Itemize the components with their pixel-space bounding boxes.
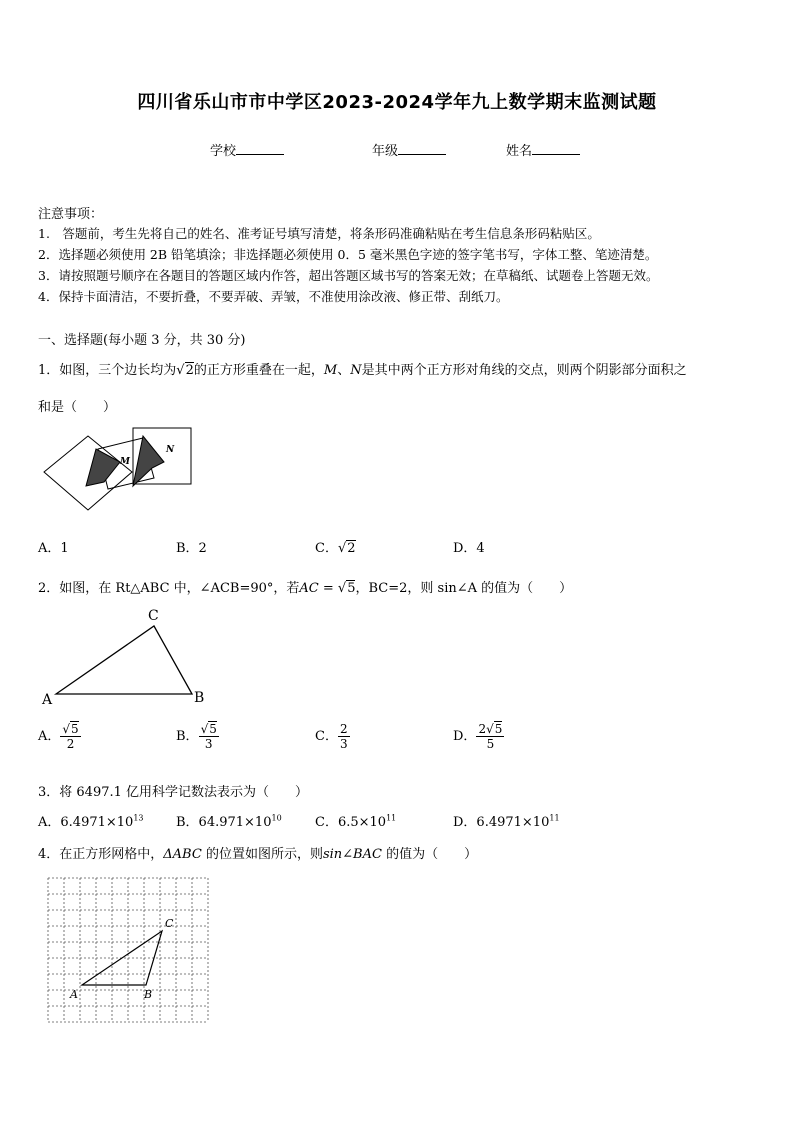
- sqrt-symbol: √: [200, 722, 209, 736]
- q4-triangle: ΔABC: [163, 847, 202, 862]
- q2-d-num: 5: [494, 722, 503, 736]
- label-a: A: [70, 988, 78, 1001]
- q1-c-label: C．: [315, 541, 338, 556]
- school-field: [210, 140, 284, 159]
- q2-d-coef: 2: [478, 722, 487, 736]
- q3-a-exp: 13: [133, 813, 144, 823]
- q2-c-label: C．: [315, 729, 338, 744]
- note-item: 4．保持卡面清洁，不要折叠，不要弄破、弄皱，不准使用涂改液、修正带、刮纸刀。: [38, 289, 509, 304]
- shaded-region-1: [86, 449, 120, 486]
- sqrt-symbol: √: [486, 722, 494, 736]
- question-1: [38, 359, 687, 378]
- q2-d-den: 5: [486, 737, 495, 751]
- label-n: N: [166, 445, 175, 455]
- fraction: [476, 722, 504, 751]
- school-label: 学校: [210, 144, 237, 159]
- q1-line2: 和是（ ）: [38, 400, 117, 415]
- q1-radicand: 2: [185, 363, 194, 378]
- q2-figure: [38, 604, 218, 708]
- name-blank: [532, 142, 580, 155]
- name-label: 姓名: [506, 144, 533, 159]
- q2-a-label: A．: [38, 729, 61, 744]
- label-m: M: [120, 457, 130, 467]
- q2-option-b: [176, 722, 219, 751]
- label-b: B: [194, 690, 205, 706]
- q3-b-exp: 10: [271, 813, 282, 823]
- label-a: A: [42, 692, 53, 708]
- label-c: C: [165, 917, 174, 930]
- q2-option-c: [315, 722, 350, 751]
- shaded-region-2: [133, 436, 164, 486]
- q2-text: 2．如图，在 Rt△ABC 中，∠ACB=90°，若: [38, 581, 300, 596]
- label-b: B: [144, 988, 153, 1001]
- q2-eq: =: [318, 581, 338, 596]
- q3-option-c: [315, 811, 396, 830]
- q2-a-num: 5: [71, 722, 79, 736]
- q3-b-text: B．64.971×10: [176, 815, 272, 830]
- sqrt-symbol: √: [176, 363, 185, 378]
- q2-d-label: D．: [453, 729, 477, 744]
- question-3: 3．将 6497.1 亿用科学记数法表示为（ ）: [38, 785, 309, 800]
- label-c: C: [148, 608, 159, 624]
- q2-b-den: 3: [204, 737, 213, 751]
- q2-option-d: [453, 722, 504, 751]
- sqrt-symbol: √: [62, 722, 71, 736]
- notes-heading: 注意事项：: [38, 207, 104, 222]
- grade-label: 年级: [372, 144, 399, 159]
- question-2: [38, 577, 572, 596]
- q1-option-a: A．1: [38, 541, 69, 556]
- q4-text: 的值为（ ）: [381, 847, 478, 862]
- q1-figure: [40, 424, 200, 516]
- q1-option-d: D．4: [453, 541, 485, 556]
- page-title: 四川省乐山市市中学区2023-2024学年九上数学期末监测试题: [137, 92, 657, 113]
- note-item: 3．请按照题号顺序在各题目的答题区域内作答，超出答题区域书写的答案无效；在草稿纸、试题卷上答题无效。: [38, 268, 659, 283]
- note-item: 1. 答题前，考生先将自己的姓名、准考证号填写清楚，将条形码准确粘贴在考生信息条形码粘贴区。: [38, 226, 600, 241]
- fraction: [60, 722, 80, 751]
- q3-option-a: [38, 811, 144, 830]
- q3-d-exp: 11: [549, 813, 560, 823]
- q1-n: N: [350, 363, 362, 378]
- q1-text: 是其中两个正方形对角线的交点，则两个阴影部分面积之: [361, 363, 687, 378]
- q2-b-num: 5: [209, 722, 217, 736]
- fraction: [199, 722, 219, 751]
- q2-ac: AC: [299, 581, 319, 596]
- triangle-abc: [56, 626, 192, 694]
- q3-a-text: A．6.4971×10: [38, 815, 134, 830]
- question-4: [38, 843, 477, 862]
- section-heading: 一、选择题(每小题 3 分，共 30 分): [38, 333, 246, 348]
- q1-text: 的正方形重叠在一起，: [193, 363, 324, 378]
- grade-field: [372, 140, 446, 159]
- square-left: [44, 436, 132, 510]
- school-blank: [236, 142, 284, 155]
- q2-b-label: B．: [176, 729, 199, 744]
- q1-option-b: B．2: [176, 541, 207, 556]
- q4-grid-figure: [46, 876, 220, 1024]
- sqrt-symbol: √: [337, 581, 347, 596]
- q2-text: ，BC=2，则 sin∠A 的值为（ ）: [355, 581, 573, 596]
- q4-sin: sin∠BAC: [322, 847, 382, 862]
- q3-option-d: [453, 811, 560, 830]
- q2-a-den: 2: [66, 737, 75, 751]
- q3-d-text: D．6.4971×10: [453, 815, 550, 830]
- q4-text: 4．在正方形网格中，: [38, 847, 164, 862]
- note-item: 2．选择题必须使用 2B 铅笔填涂；非选择题必须使用 0．5 毫米黑色字迹的签字笔书写，字体工整、笔迹清楚。: [38, 247, 658, 262]
- grade-blank: [398, 142, 446, 155]
- q1-option-c: [315, 537, 356, 556]
- q2-radicand: 5: [347, 581, 356, 596]
- q4-text: 的位置如图所示，则: [201, 847, 323, 862]
- q1-sep: 、: [337, 363, 351, 378]
- name-field: [506, 140, 580, 159]
- q3-c-text: C．6.5×10: [315, 815, 387, 830]
- q2-option-a: [38, 722, 81, 751]
- q1-c-radicand: 2: [347, 541, 356, 556]
- q2-c-den: 3: [339, 737, 348, 751]
- fraction: [338, 722, 350, 751]
- q3-c-exp: 11: [386, 813, 397, 823]
- q2-c-num: 2: [339, 722, 348, 736]
- q1-m: M: [323, 363, 338, 378]
- q3-option-b: [176, 811, 282, 830]
- sqrt-symbol: √: [337, 541, 347, 556]
- q1-text: 1．如图，三个边长均为: [38, 363, 177, 378]
